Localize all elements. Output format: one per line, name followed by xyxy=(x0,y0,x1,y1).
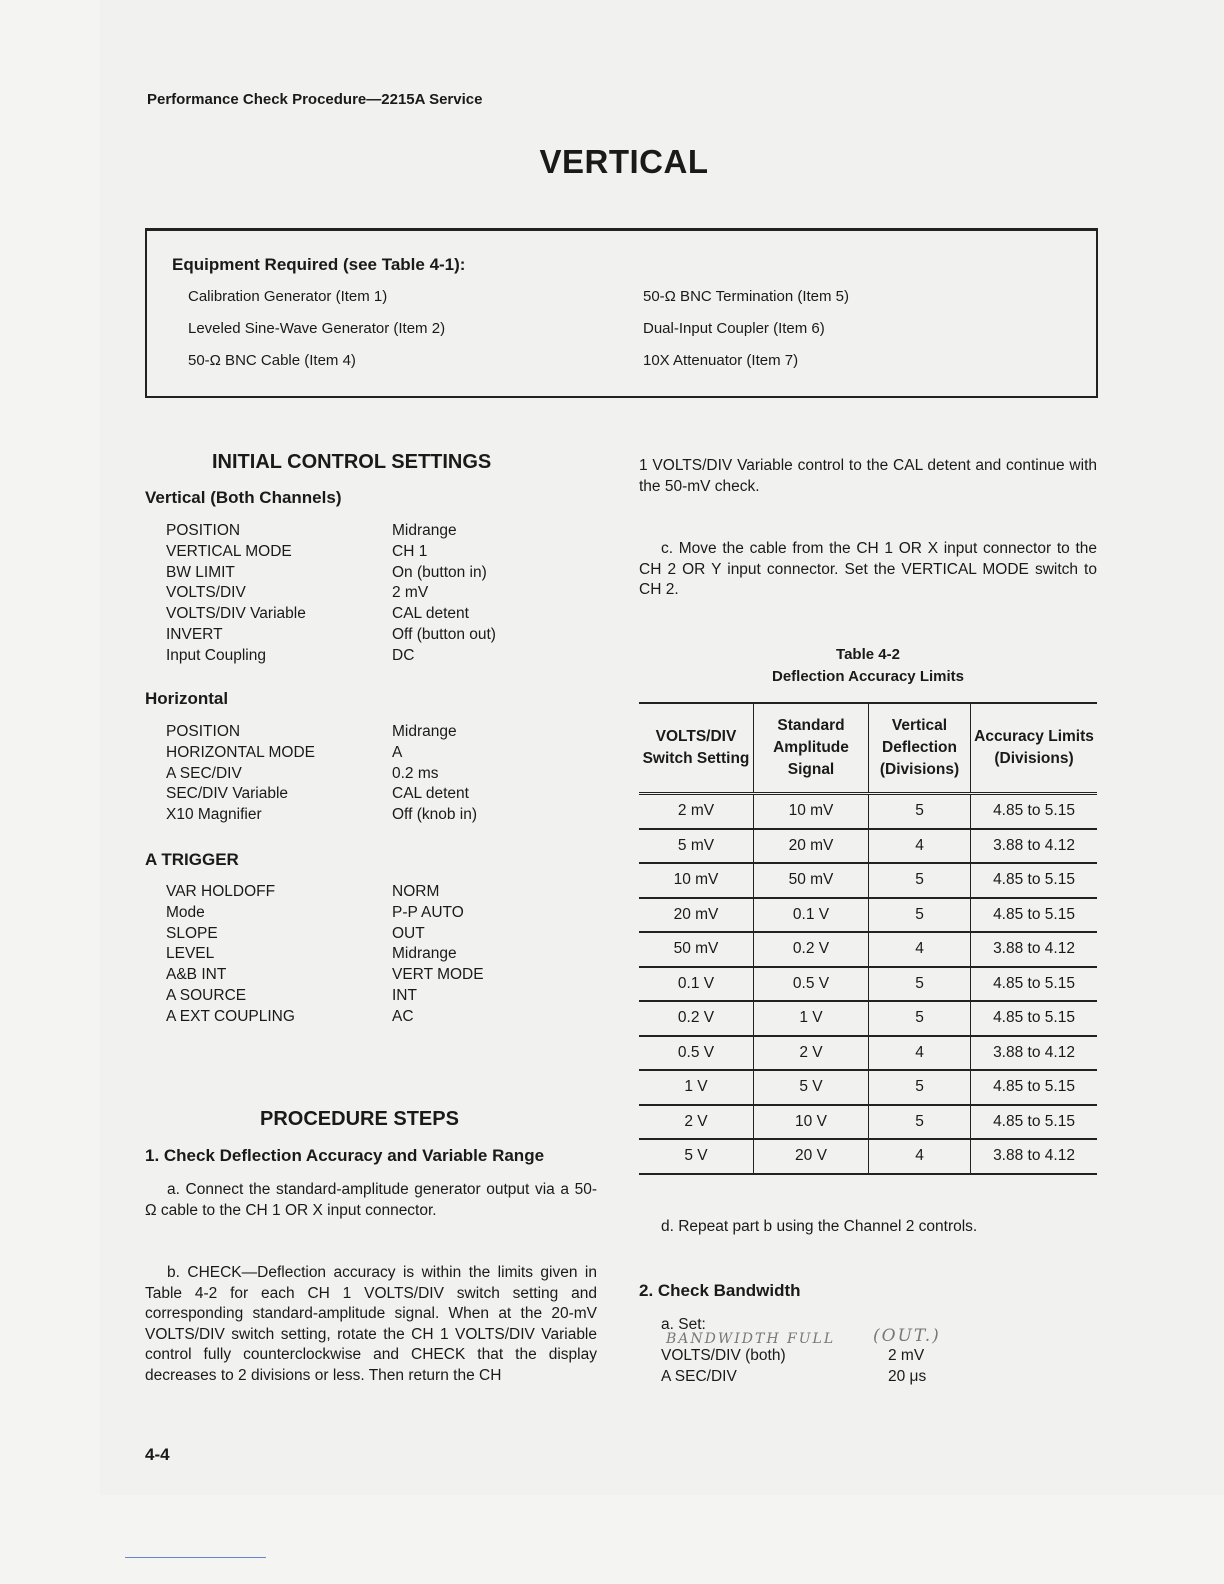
table-cell: 5 xyxy=(869,898,971,933)
setting-row xyxy=(166,924,425,945)
setting-name: BW LIMIT xyxy=(166,563,235,581)
horizontal-settings-list xyxy=(166,722,478,826)
equipment-heading: Equipment Required (see Table 4-1): xyxy=(172,255,466,274)
table-cell: 3.88 to 4.12 xyxy=(971,1139,1098,1174)
table-cell: 5 xyxy=(869,863,971,898)
setting-name: A SEC/DIV xyxy=(166,764,242,782)
table-cell: 5 mV xyxy=(639,829,754,864)
table-row xyxy=(639,1139,1097,1174)
table-cell: 50 mV xyxy=(639,932,754,967)
page-number: 4-4 xyxy=(145,1445,170,1464)
deflection-accuracy-table xyxy=(639,702,1097,1175)
setting-row xyxy=(166,805,478,826)
step1a-text: a. Connect the standard-amplitude generator output via a 50-Ω cable to the CH 1 OR X input connector. xyxy=(145,1181,597,1219)
table-cell: 5 xyxy=(869,967,971,1002)
table-cell: 4.85 to 5.15 xyxy=(971,863,1098,898)
table-cell: 10 mV xyxy=(639,863,754,898)
table-cell: 2 mV xyxy=(639,794,754,829)
table-row xyxy=(639,829,1097,864)
table-cell: 10 V xyxy=(754,1105,869,1140)
equipment-item: Calibration Generator (Item 1) xyxy=(188,288,388,305)
table-cell: 5 xyxy=(869,1001,971,1036)
equipment-item: Dual-Input Coupler (Item 6) xyxy=(643,320,825,337)
setting-value: Off (button out) xyxy=(392,625,496,643)
column-header: Vertical Deflection (Divisions) xyxy=(869,703,971,794)
setting-value: A xyxy=(392,743,403,761)
table-row xyxy=(639,898,1097,933)
setting-row xyxy=(166,563,487,584)
footer-rule xyxy=(125,1557,266,1558)
setting-row xyxy=(166,604,469,625)
setting-name: VAR HOLDOFF xyxy=(166,883,276,900)
setting-value: NORM xyxy=(392,883,440,900)
setting-name: VERTICAL MODE xyxy=(166,542,292,560)
table-cell: 4.85 to 5.15 xyxy=(971,1105,1098,1140)
table-row xyxy=(639,932,1097,967)
setting-row xyxy=(661,1346,925,1367)
trigger-settings-heading: A TRIGGER xyxy=(145,850,239,869)
setting-row xyxy=(166,646,415,667)
setting-name: HORIZONTAL MODE xyxy=(166,743,315,761)
table-cell: 4.85 to 5.15 xyxy=(971,967,1098,1002)
setting-name: Mode xyxy=(166,903,205,921)
setting-row xyxy=(166,944,457,965)
table-cell: 2 V xyxy=(754,1036,869,1071)
setting-row xyxy=(166,986,417,1007)
table-cell: 5 xyxy=(869,794,971,829)
step2a-text: a. Set: xyxy=(661,1316,706,1333)
setting-row xyxy=(166,743,403,764)
table-cell: 4 xyxy=(869,829,971,864)
setting-value: CAL detent xyxy=(392,605,469,623)
setting-value: P-P AUTO xyxy=(392,903,464,921)
setting-value: DC xyxy=(392,646,415,664)
table-cell: 4 xyxy=(869,1036,971,1071)
setting-row xyxy=(166,722,457,743)
setting-row xyxy=(166,784,469,805)
setting-name: LEVEL xyxy=(166,945,215,963)
setting-value: 0.2 ms xyxy=(392,764,439,782)
procedure-title: PROCEDURE STEPS xyxy=(260,1108,459,1130)
table-cell: 20 V xyxy=(754,1139,869,1174)
table-cell: 0.1 V xyxy=(754,898,869,933)
table-cell: 50 mV xyxy=(754,863,869,898)
equipment-item: 10X Attenuator (Item 7) xyxy=(643,352,799,369)
step1d-text: d. Repeat part b using the Channel 2 controls. xyxy=(661,1218,978,1235)
setting-row xyxy=(166,764,439,785)
equipment-item: Leveled Sine-Wave Generator (Item 2) xyxy=(188,320,446,337)
setting-value: 2 mV xyxy=(888,1347,925,1364)
setting-name: A EXT COUPLING xyxy=(166,1007,295,1025)
setting-value: 20 μs xyxy=(888,1367,927,1385)
setting-value: 2 mV xyxy=(392,584,429,602)
setting-value: Midrange xyxy=(392,522,457,539)
step2-heading: 2. Check Bandwidth xyxy=(639,1281,801,1300)
table-cell: 3.88 to 4.12 xyxy=(971,829,1098,864)
setting-value: On (button in) xyxy=(392,563,487,581)
equipment-item: 50-Ω BNC Cable (Item 4) xyxy=(188,352,356,369)
setting-name: SLOPE xyxy=(166,924,218,942)
horizontal-settings-heading: Horizontal xyxy=(145,689,229,708)
equipment-item: 50-Ω BNC Termination (Item 5) xyxy=(643,288,850,305)
table-cell: 0.2 V xyxy=(639,1001,754,1036)
table-cell: 3.88 to 4.12 xyxy=(971,932,1098,967)
setting-name: POSITION xyxy=(166,522,241,539)
setting-name: VOLTS/DIV xyxy=(166,584,246,602)
step1b-continued: 1 VOLTS/DIV Variable control to the CAL detent and continue with the 50-mV check. xyxy=(639,457,1097,495)
setting-value: VERT MODE xyxy=(392,966,484,984)
table-cell: 5 V xyxy=(754,1070,869,1105)
table-cell: 4.85 to 5.15 xyxy=(971,898,1098,933)
table-cell: 20 mV xyxy=(754,829,869,864)
vertical-settings-heading: Vertical (Both Channels) xyxy=(145,488,342,507)
table-row xyxy=(639,967,1097,1002)
table-row xyxy=(639,863,1097,898)
table-caption-title: Deflection Accuracy Limits xyxy=(771,668,964,685)
table-cell: 0.5 V xyxy=(639,1036,754,1071)
vertical-settings-list xyxy=(166,521,496,667)
table-row xyxy=(639,1070,1097,1105)
setting-name: SEC/DIV Variable xyxy=(166,785,289,803)
equipment-box xyxy=(145,228,1098,398)
setting-row xyxy=(166,1007,414,1028)
table-cell: 5 V xyxy=(639,1139,754,1174)
column-header: Accuracy Limits (Divisions) xyxy=(971,703,1098,794)
table-cell: 4.85 to 5.15 xyxy=(971,794,1098,829)
page-title: VERTICAL xyxy=(539,143,709,180)
table-header-row xyxy=(639,703,1097,794)
setting-value: Midrange xyxy=(392,945,457,963)
setting-value: CAL detent xyxy=(392,785,469,803)
table-row xyxy=(639,1001,1097,1036)
table-cell: 1 V xyxy=(754,1001,869,1036)
column-header: VOLTS/DIV Switch Setting xyxy=(639,703,754,794)
table-cell: 0.5 V xyxy=(754,967,869,1002)
setting-row xyxy=(166,882,440,903)
initial-settings-title: INITIAL CONTROL SETTINGS xyxy=(212,451,492,473)
setting-row xyxy=(166,903,464,924)
column-header: Standard Amplitude Signal xyxy=(754,703,869,794)
setting-name: VOLTS/DIV Variable xyxy=(166,605,306,623)
setting-name: POSITION xyxy=(166,723,241,740)
table-cell: 3.88 to 4.12 xyxy=(971,1036,1098,1071)
table-caption-number: Table 4-2 xyxy=(836,646,900,663)
setting-row xyxy=(166,542,428,563)
setting-value: OUT xyxy=(392,924,425,942)
table-cell: 4.85 to 5.15 xyxy=(971,1001,1098,1036)
running-header: Performance Check Procedure—2215A Service xyxy=(147,91,483,108)
table-cell: 5 xyxy=(869,1070,971,1105)
step1-heading: 1. Check Deflection Accuracy and Variable Range xyxy=(145,1146,545,1165)
setting-name: A SOURCE xyxy=(166,986,247,1004)
setting-row xyxy=(166,583,429,604)
table-cell: 20 mV xyxy=(639,898,754,933)
step1b-text: b. CHECK—Deflection accuracy is within the limits given in Table 4-2 for each CH 1 VOLTS/DIV switch setting and corresponding standard-amplitude signal. When at the 20-mV VOLTS/DIV switch setting, rotate the CH 1 VOLTS/DIV Variable control fully counterclockwise and CHECK that the display decreases to 2 divisions or less. Then return the CH xyxy=(145,1264,597,1384)
setting-name: INVERT xyxy=(166,625,223,643)
step2-settings-list xyxy=(661,1346,927,1388)
setting-row xyxy=(166,625,496,646)
handwritten-note: BANDWIDTH FULL xyxy=(666,1331,836,1347)
table-row xyxy=(639,794,1097,829)
setting-name: X10 Magnifier xyxy=(166,806,262,824)
table-row xyxy=(639,1036,1097,1071)
handwritten-note: (OUT.) xyxy=(873,1326,941,1346)
table-cell: 0.1 V xyxy=(639,967,754,1002)
table-cell: 4 xyxy=(869,1139,971,1174)
setting-value: Off (knob in) xyxy=(392,806,478,824)
setting-value: CH 1 xyxy=(392,542,428,560)
setting-value: INT xyxy=(392,986,417,1004)
table-cell: 10 mV xyxy=(754,794,869,829)
setting-value: AC xyxy=(392,1007,414,1025)
step1c-text: c. Move the cable from the CH 1 OR X input connector to the CH 2 OR Y input connector. Set the VERTICAL MODE switch to CH 2. xyxy=(639,540,1097,598)
setting-row xyxy=(166,521,457,542)
setting-name: VOLTS/DIV (both) xyxy=(661,1347,786,1364)
setting-row xyxy=(661,1367,927,1388)
setting-row xyxy=(166,965,484,986)
table-row xyxy=(639,1105,1097,1140)
table-cell: 0.2 V xyxy=(754,932,869,967)
table-cell: 5 xyxy=(869,1105,971,1140)
table-cell: 1 V xyxy=(639,1070,754,1105)
table-cell: 2 V xyxy=(639,1105,754,1140)
setting-name: A SEC/DIV xyxy=(661,1367,737,1385)
setting-name: A&B INT xyxy=(166,966,227,984)
table-cell: 4 xyxy=(869,932,971,967)
setting-name: Input Coupling xyxy=(166,646,266,664)
table-cell: 4.85 to 5.15 xyxy=(971,1070,1098,1105)
setting-value: Midrange xyxy=(392,723,457,740)
trigger-settings-list xyxy=(166,882,484,1028)
